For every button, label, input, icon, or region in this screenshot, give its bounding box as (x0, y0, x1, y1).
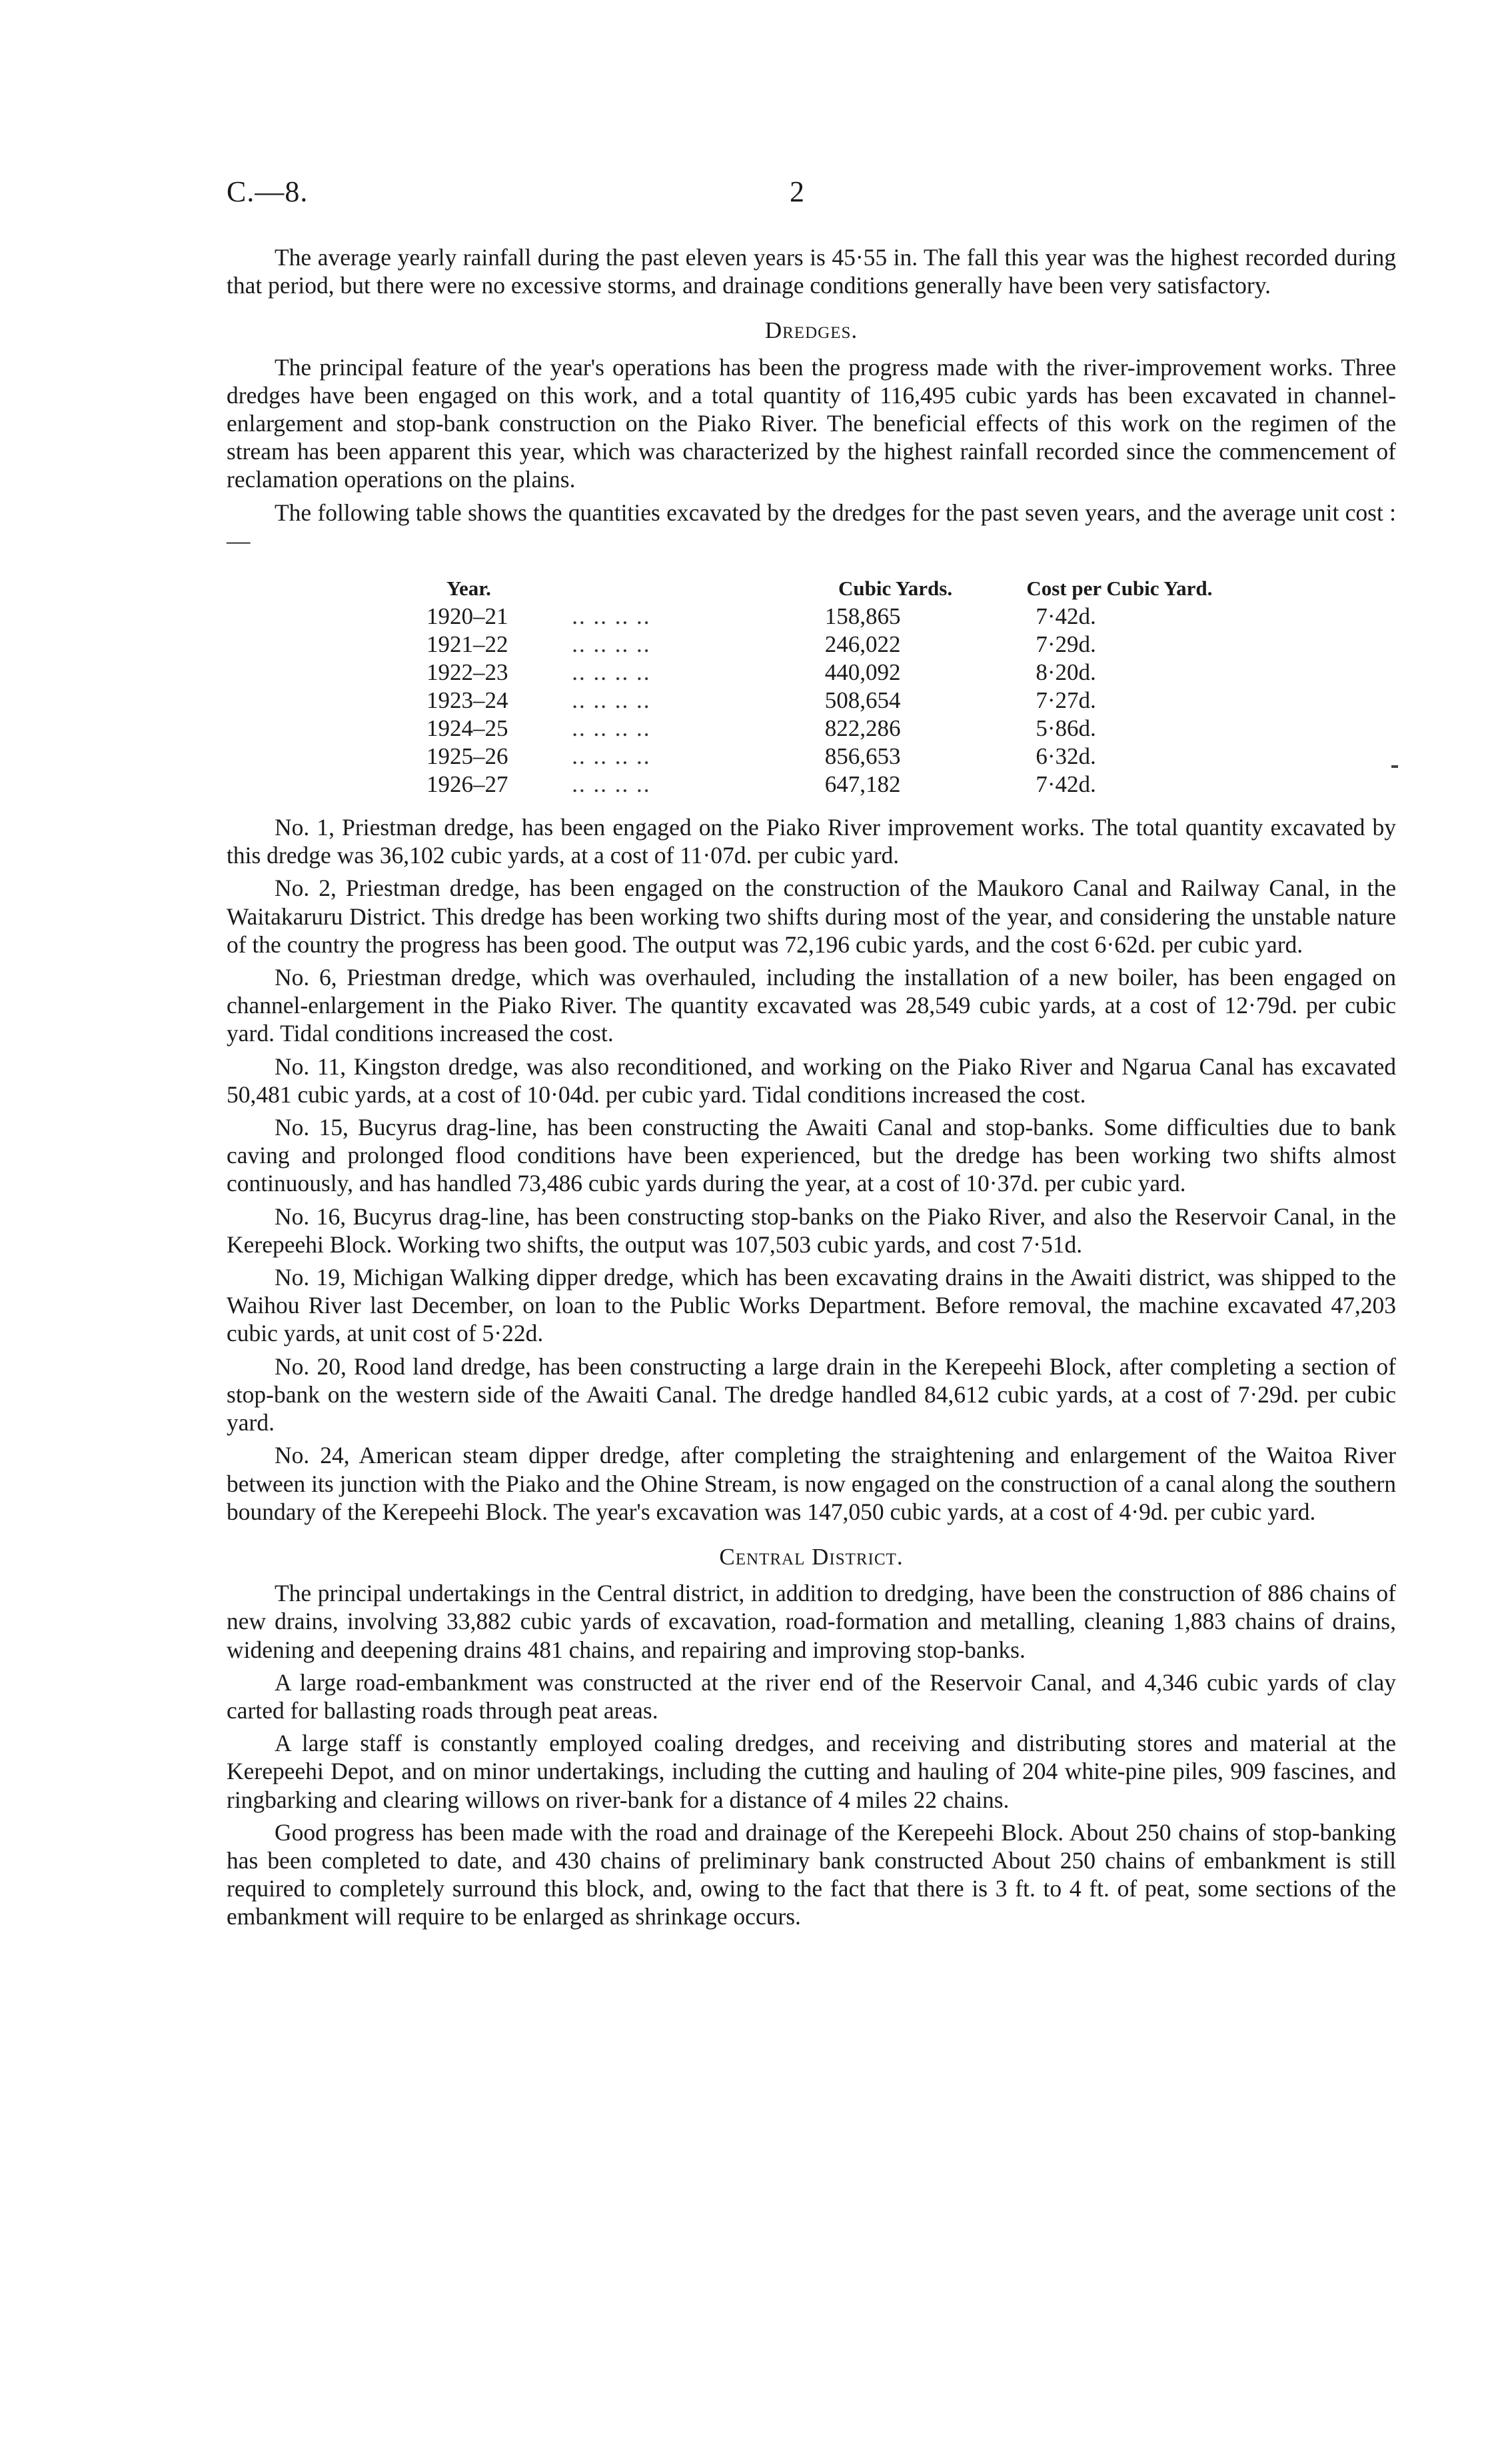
dot-leader: .. .. .. .. (572, 715, 651, 741)
row-cubic-yards: 856,653 (824, 743, 901, 769)
paragraph-dredge-no-24: No. 24, American steam dipper dredge, after completing the straightening and enlargement of the Waitoa River between its junction with the Piako and the Ohine Stream, is now engaged on the construction of a canal along the southern boundary of the Kerepeehi Block. The year's excavation was 147,050 cubic yards, at a cost of 4·9d. per cubic yard. (227, 1442, 1396, 1525)
row-year: 1925–26 (426, 743, 508, 769)
margin-mark (1391, 765, 1398, 768)
row-cubic-yards: 440,092 (824, 659, 901, 685)
page-header (227, 175, 1399, 215)
page-number: 2 (790, 175, 804, 208)
paragraph-central-undertakings: The principal undertakings in the Central district, in addition to dredging, have been the construction of 886 chains of new drains, involving 33,882 cubic yards of excavation, road-formation and metalling, cleaning 1,883 chains of drains, widening and deepening drains 481 chains, and repairing and improving stop-banks. (227, 1580, 1396, 1663)
row-year: 1921–22 (426, 631, 508, 657)
row-cost: 7·42d. (1036, 771, 1096, 797)
paragraph-dredge-no-11: No. 11, Kingston dredge, was also reconditioned, and working on the Piako River and Ngarua Canal has excavated 50,481 cubic yards, at a cost of 10·04d. per cubic yard. Tidal conditions increased the cost. (227, 1053, 1396, 1108)
row-year: 1926–27 (426, 771, 508, 797)
row-year: 1924–25 (426, 715, 508, 741)
paragraph-staff: A large staff is constantly employed coaling dredges, and receiving and distributing stores and material at the Kerepeehi Depot, and on minor undertakings, including the cutting and hauling of 204 white-pine piles, 909 fascines, and ringbarking and clearing willows on river-bank for a distance of 4 miles 22 chains. (227, 1730, 1396, 1813)
row-year: 1923–24 (426, 687, 508, 713)
dot-leader: .. .. .. .. (572, 771, 651, 797)
paragraph-dredge-no-19: No. 19, Michigan Walking dipper dredge, which has been excavating drains in the Awaiti district, was shipped to the Waihou River last December, on loan to the Public Works Department. Before removal, the machine excavated 47,203 cubic yards, at unit cost of 5·22d. (227, 1264, 1396, 1347)
dot-leader: .. .. .. .. (572, 659, 651, 685)
row-year: 1922–23 (426, 659, 508, 685)
row-cost: 6·32d. (1036, 743, 1096, 769)
column-header-cost: Cost per Cubic Yard. (1026, 576, 1213, 600)
paragraph-dredge-no-1: No. 1, Priestman dredge, has been engaged on the Piako River improvement works. The total quantity excavated by this dredge was 36,102 cubic yards, at a cost of 11·07d. per cubic yard. (227, 814, 1396, 869)
section-heading-central-district: Central District. (719, 1543, 904, 1570)
table-row (426, 743, 1213, 771)
table-row (426, 771, 1213, 799)
row-cost: 7·29d. (1036, 631, 1096, 657)
paragraph-kerepeehi-progress: Good progress has been made with the road and drainage of the Kerepeehi Block. About 250 chains of stop-banking has been completed to date, and 430 chains of preliminary bank constructed About 250 chains of embankment is still required to completely surround this block, and, owing to the fact that there is 3 ft. to 4 ft. of peat, some sections of the embankment will require to be enlarged as shrinkage occurs. (227, 1818, 1396, 1930)
table-header (426, 573, 1213, 603)
row-cost: 5·86d. (1036, 715, 1096, 741)
dot-leader: .. .. .. .. (572, 603, 651, 629)
table-row (426, 603, 1213, 631)
paragraph-dredges-intro: The principal feature of the year's operations has been the progress made with the river-improvement works. Three dredges have been engaged on this work, and a total quantity of 116,495 cubic yards has been excavated in channel-enlargement and stop-bank construction on the Piako River. The beneficial effects of this work on the regimen of the stream has been apparent this year, which was characterized by the highest rainfall recorded since the commencement of reclamation operations on the plains. (227, 353, 1396, 493)
document-reference: C.—8. (227, 175, 309, 208)
row-cubic-yards: 158,865 (824, 603, 901, 629)
paragraph-rainfall: The average yearly rainfall during the past eleven years is 45·55 in. The fall this year was the highest recorded during that period, but there were no excessive storms, and drainage conditions generally have been very satisfactory. (227, 244, 1396, 299)
row-cubic-yards: 822,286 (824, 715, 901, 741)
table-row (426, 659, 1213, 687)
table-row (426, 631, 1213, 659)
body-text (227, 243, 1396, 1936)
paragraph-dredge-no-16: No. 16, Bucyrus drag-line, has been constructing stop-banks on the Piako River, and also the Reservoir Canal, in the Kerepeehi Block. Working two shifts, the output was 107,503 cubic yards, and cost 7·51d. (227, 1203, 1396, 1258)
paragraph-dredge-no-20: No. 20, Rood land dredge, has been constructing a large drain in the Kerepeehi Block, after completing a section of stop-bank on the western side of the Awaiti Canal. The dredge handled 84,612 cubic yards, at a cost of 7·29d. per cubic yard. (227, 1352, 1396, 1436)
dredge-quantities-table (426, 573, 1213, 799)
row-cubic-yards: 647,182 (824, 771, 901, 797)
row-cubic-yards: 508,654 (824, 687, 901, 713)
dot-leader: .. .. .. .. (572, 687, 651, 713)
column-header-year: Year. (446, 576, 491, 600)
paragraph-table-intro: The following table shows the quantities excavated by the dredges for the past seven years, and the average unit cost :— (227, 499, 1396, 554)
table-row (426, 687, 1213, 715)
paragraph-road-embankment: A large road-embankment was constructed at the river end of the Reservoir Canal, and 4,346 cubic yards of clay carted for ballasting roads through peat areas. (227, 1668, 1396, 1724)
dot-leader: .. .. .. .. (572, 631, 651, 657)
table-row (426, 715, 1213, 743)
section-heading-dredges: Dredges. (764, 317, 858, 344)
column-header-cubic-yards: Cubic Yards. (838, 576, 953, 600)
dot-leader: .. .. .. .. (572, 743, 651, 769)
row-year: 1920–21 (426, 603, 508, 629)
paragraph-dredge-no-6: No. 6, Priestman dredge, which was overhauled, including the installation of a new boiler, has been engaged on channel-enlargement in the Piako River. The quantity excavated was 28,549 cubic yards, at a cost of 12·79d. per cubic yard. Tidal conditions increased the cost. (227, 964, 1396, 1047)
row-cost: 7·42d. (1036, 603, 1096, 629)
row-cost: 7·27d. (1036, 687, 1096, 713)
paragraph-dredge-no-15: No. 15, Bucyrus drag-line, has been constructing the Awaiti Canal and stop-banks. Some difficulties due to bank caving and prolonged flood conditions have been experienced, but the dredge has been working two shifts almost continuously, and has handled 73,486 cubic yards during the year, at a cost of 10·37d. per cubic yard. (227, 1114, 1396, 1197)
row-cost: 8·20d. (1036, 659, 1096, 685)
row-cubic-yards: 246,022 (824, 631, 901, 657)
paragraph-dredge-no-2: No. 2, Priestman dredge, has been engaged on the construction of the Maukoro Canal and Railway Canal, in the Waitakaruru District. This dredge has been working two shifts during most of the year, and considering the unstable nature of the country the progress has been good. The output was 72,196 cubic yards, and the cost 6·62d. per cubic yard. (227, 875, 1396, 958)
